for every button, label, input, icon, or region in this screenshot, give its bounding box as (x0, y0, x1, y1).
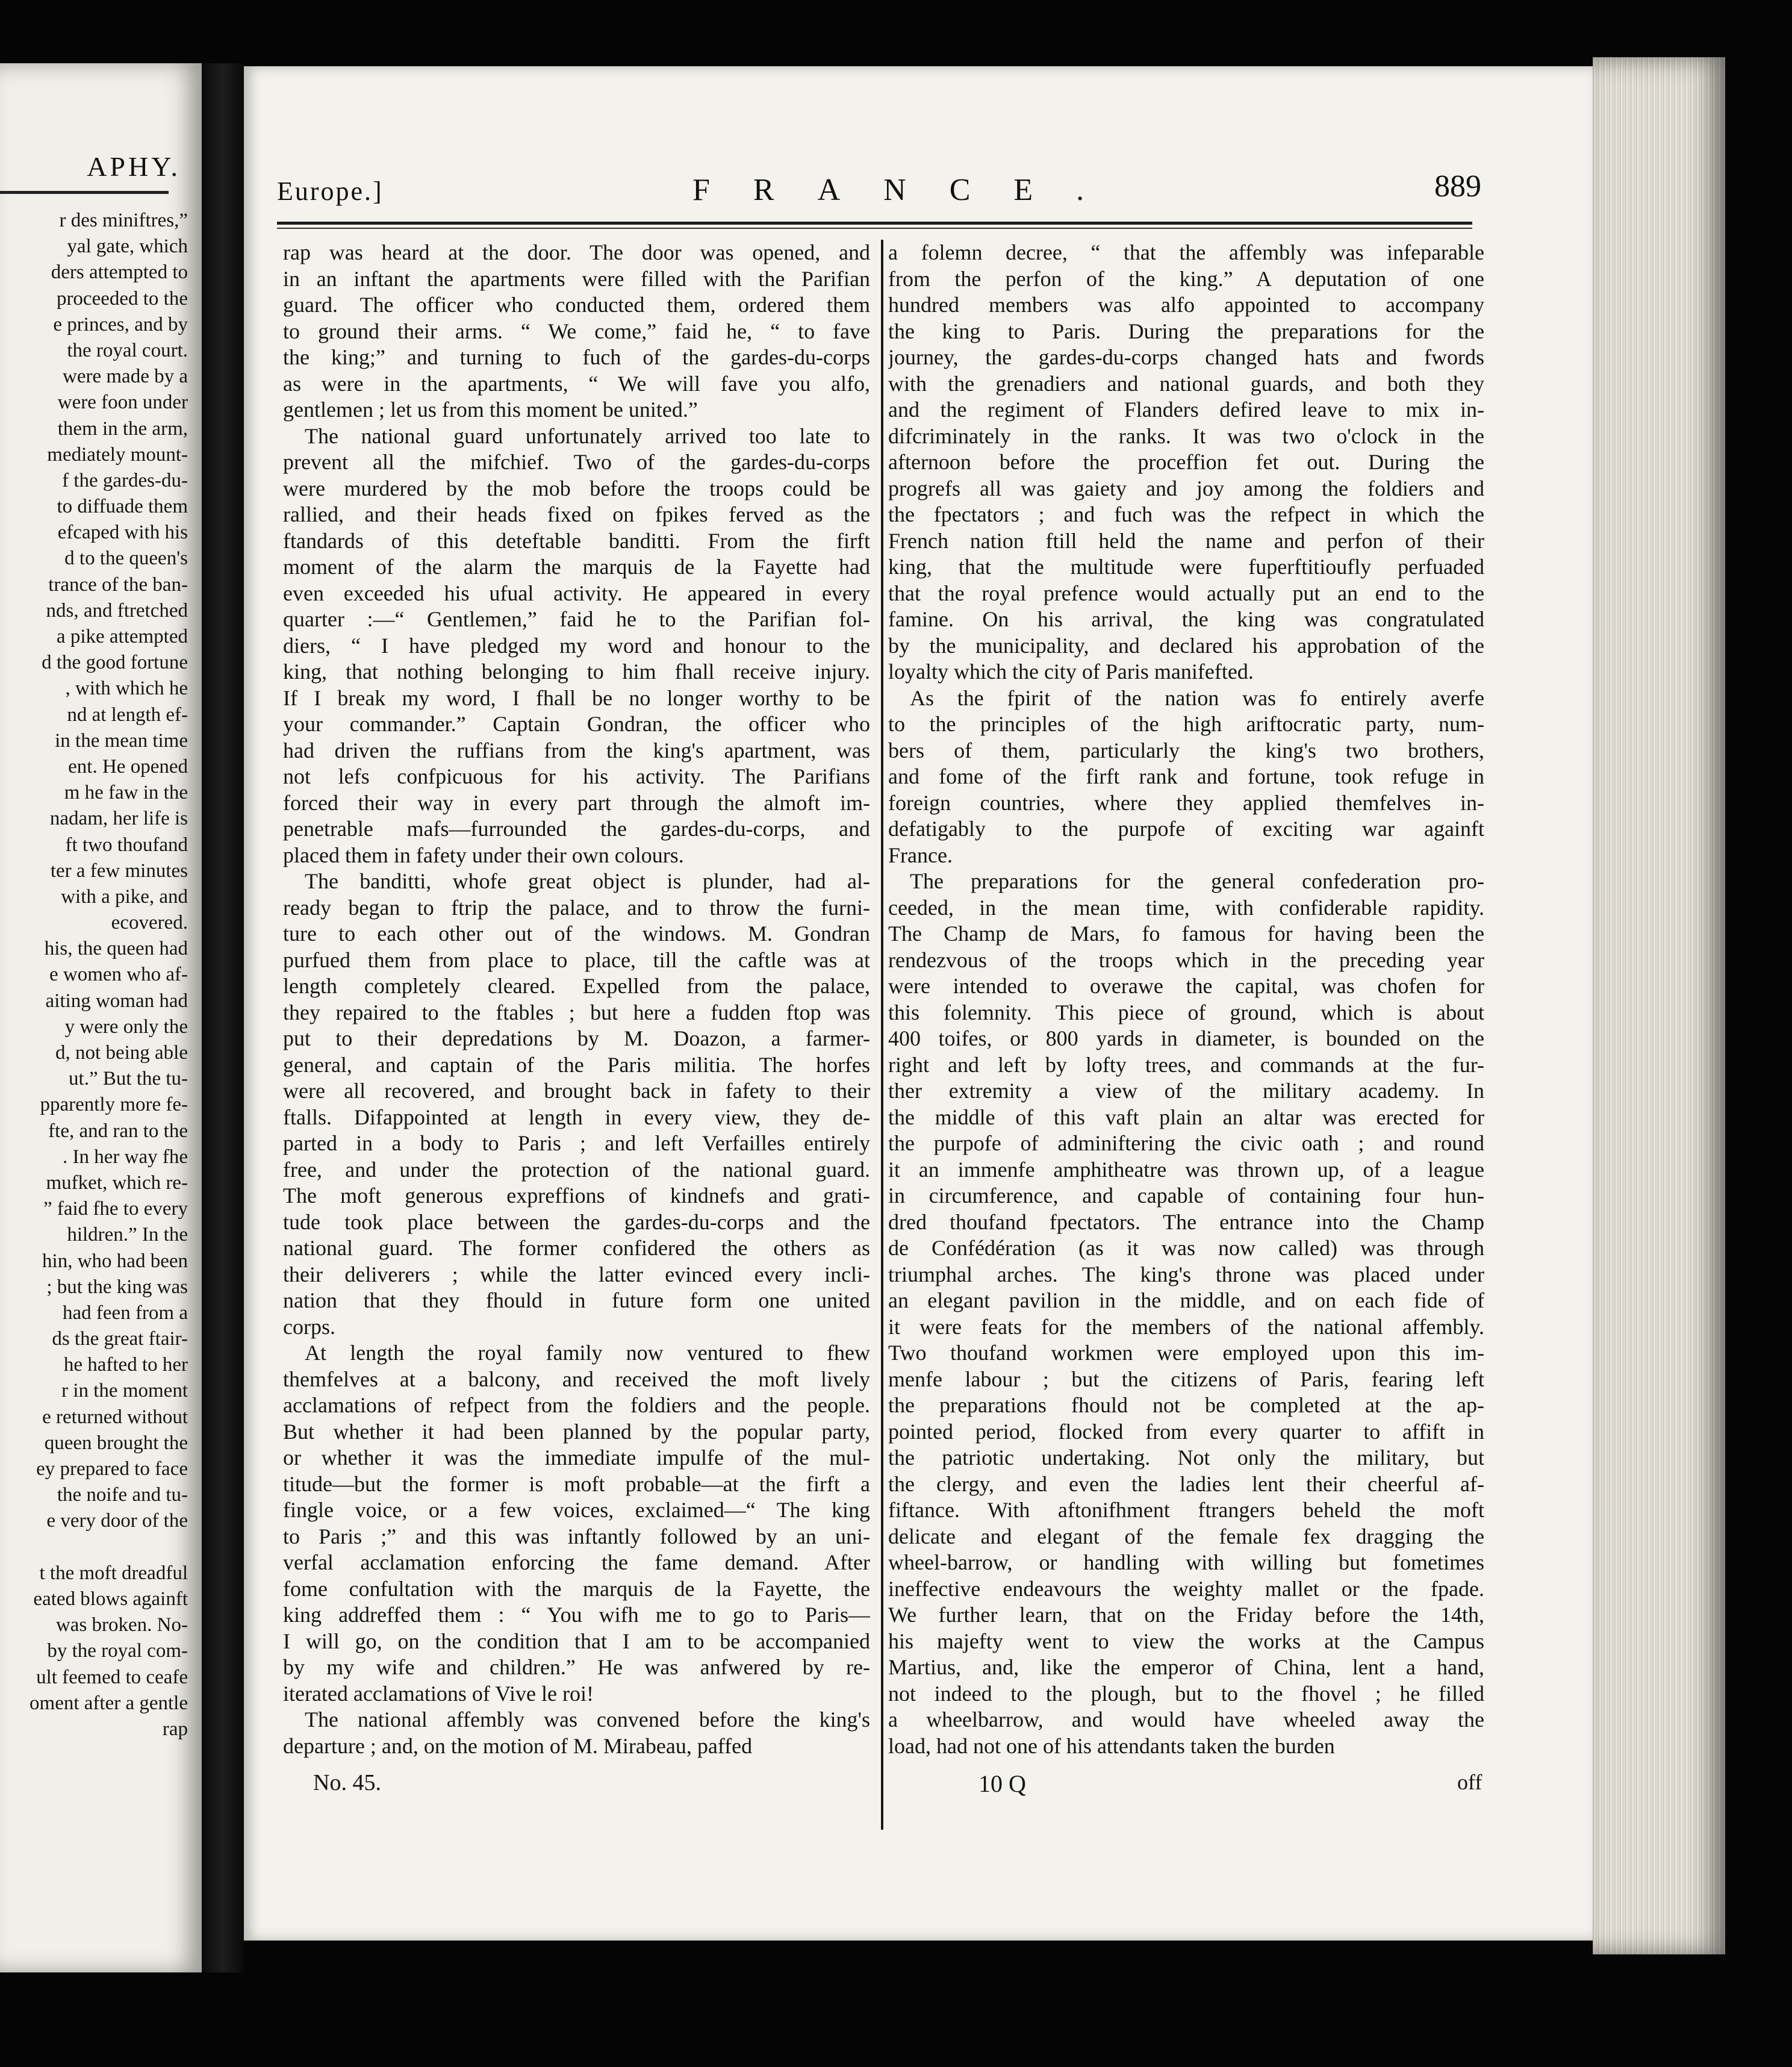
facing-page-line: had feen from a (63, 1302, 188, 1324)
facing-page-line: ecovered. (111, 912, 188, 934)
facing-page-line: e princes, and by (53, 313, 188, 335)
text-line: journey, the gardes-du-corps changed hats and fwords (888, 345, 1484, 369)
facing-page-line: yal gate, which (67, 235, 188, 258)
text-line: diers, “ I have pledged my word and honour to the (283, 633, 870, 658)
text-line: themfelves at a balcony, and received the moft lively (283, 1367, 870, 1391)
text-line: by my wife and children.” He was anfwered by re- (283, 1655, 870, 1679)
facing-page-line: the royal court. (67, 339, 188, 361)
text-line: in circumference, and capable of containing four hun- (888, 1183, 1484, 1208)
text-line: Martius, and, like the emperor of China, lent a hand, (888, 1655, 1484, 1679)
facing-page-line: nadam, her life is (49, 808, 188, 830)
text-line: the fpectators ; and fuch was the refpect in which the (888, 502, 1484, 526)
facing-page-line: r in the moment (61, 1380, 188, 1402)
header-rule (277, 222, 1472, 225)
facing-page-rule (0, 191, 169, 194)
text-line: fome confultation with the marquis de la Fayette, the (283, 1576, 870, 1601)
text-line: put to their depredations by M. Doazon, a farmer- (283, 1026, 870, 1050)
page-edges (1593, 57, 1725, 1954)
facing-page-line: his, the queen had (44, 938, 188, 960)
facing-page-line: to diffuade them (57, 496, 188, 518)
facing-page-line: e women who af- (49, 964, 188, 986)
text-line: or whether it was the immediate impulfe of the mul- (283, 1445, 870, 1470)
facing-page-line: oment after a gentle (30, 1692, 188, 1714)
text-line: foreign countries, where they applied themfelves in- (888, 790, 1484, 815)
text-line: it were feats for the members of the national affembly. (888, 1314, 1484, 1339)
facing-page-line: fte, and ran to the (48, 1120, 188, 1142)
text-line: At length the royal family now ventured to fhew (305, 1341, 870, 1365)
text-line: the clergy, and even the ladies lent their cheerful af- (888, 1471, 1484, 1496)
section-label: Europe.] (277, 176, 384, 206)
text-line: purfued them from place to place, till the caftle was at (283, 947, 870, 972)
facing-page-line: ey prepared to face (36, 1458, 188, 1480)
text-line: dred thoufand fpectators. The entrance into the Champ (888, 1209, 1484, 1234)
text-line: the purpofe of adminiftering the civic oath ; and round (888, 1131, 1484, 1155)
facing-page-text (0, 208, 199, 1742)
text-line: to ground their arms. “ We come,” faid he, “ to fave (283, 319, 870, 343)
text-line: general, and captain of the Paris militia. The horfes (283, 1052, 870, 1077)
facing-page-line: d to the queen's (64, 547, 188, 570)
text-line: nation that they fhould in future form one united (283, 1288, 870, 1312)
issue-number: No. 45. (313, 1770, 381, 1795)
text-line: The national affembly was convened before the king's (305, 1707, 870, 1732)
facing-page-line: e returned without (42, 1406, 188, 1428)
text-line: and fome of the firft rank and fortune, took refuge in (888, 764, 1484, 788)
facing-page-line: efcaped with his (57, 522, 188, 544)
text-line: they repaired to the ftables ; but here a fudden ftop was (283, 1000, 870, 1024)
text-line: parted in a body to Paris ; and left Verfailles entirely (283, 1131, 870, 1155)
text-line: king, that the multitude were fuperftitioufly perfuaded (888, 555, 1484, 579)
text-line: French nation ftill held the name and perfon of their (888, 528, 1484, 553)
text-line: bers of them, particularly the king's two brothers, (888, 738, 1484, 762)
text-line: from the perfon of the king.” A deputation of one (888, 266, 1484, 291)
text-line: ready began to ftrip the palace, and to throw the furni- (283, 895, 870, 920)
text-line: rap was heard at the door. The door was opened, and (283, 240, 870, 264)
text-column-right (888, 240, 1484, 1759)
text-line: We further learn, that on the Friday before the 14th, (888, 1603, 1484, 1627)
text-column-left (283, 240, 870, 1759)
text-line: France. (888, 843, 953, 867)
text-line: acclamations of refpect from the foldiers and the people. (283, 1393, 870, 1417)
text-line: it an immenfe amphitheatre was thrown up, of a league (888, 1157, 1484, 1182)
text-line: tude took place between the gardes-du-corps and the (283, 1209, 870, 1234)
text-line: famine. On his arrival, the king was congratulated (888, 607, 1484, 631)
text-line: moment of the alarm the marquis de la Fayette had (283, 555, 870, 579)
facing-page-line: f the gardes-du- (62, 469, 188, 491)
facing-page-line: hin, who had been (42, 1250, 188, 1272)
text-line: forced their way in every part through the almoft im- (283, 790, 870, 815)
text-line: rendezvous of the troops which in the preceding year (888, 947, 1484, 972)
facing-page-line: was broken. No- (55, 1614, 188, 1636)
text-line: ture to each other out of the windows. M. Gondran (283, 921, 870, 946)
facing-page-line: . In her way fhe (63, 1146, 188, 1168)
facing-page-line: ut.” But the tu- (69, 1068, 188, 1090)
signature-mark: 10 Q (978, 1770, 1026, 1797)
facing-page-line: a pike attempted (56, 626, 188, 647)
facing-page-header: APHY. (87, 151, 181, 182)
facing-page-line: mufket, which re- (46, 1171, 188, 1194)
facing-page-line: r des miniftres,” (59, 210, 188, 231)
facing-page-line: ; but the king was (46, 1276, 188, 1298)
text-line: a folemn decree, “ that the affembly was infeparable (888, 240, 1484, 264)
text-line: I will go, on the condition that I am to be accompanied (283, 1629, 870, 1653)
text-line: delicate and elegant of the female fex dragging the (888, 1524, 1484, 1548)
text-line: the king;” and turning to fuch of the gardes-du-corps (283, 345, 870, 369)
text-line: The preparations for the general confederation pro- (910, 869, 1484, 893)
facing-page-line: rap (162, 1718, 188, 1740)
text-line: penetrable mafs—furrounded the gardes-du-corps, and (283, 817, 870, 841)
text-line: triumphal arches. The king's throne was placed under (888, 1262, 1484, 1286)
text-line: even exceeded his ufual activity. He appeared in every (283, 581, 870, 605)
facing-page-line: in the mean time (55, 729, 188, 752)
page-number: 889 (1434, 169, 1481, 204)
facing-page-line: them in the arm, (57, 417, 188, 440)
header-rule-thin (277, 228, 1472, 229)
text-line: in an inftant the apartments were filled with the Parifian (283, 266, 870, 291)
column-divider (881, 240, 883, 1830)
text-line: guard. The officer who conducted them, ordered them (283, 293, 870, 317)
text-line: right and left by lofty trees, and commands at the fur- (888, 1052, 1484, 1077)
facing-page-line: trance of the ban- (48, 573, 188, 596)
text-line: an elegant pavilion in the middle, and on each fide of (888, 1288, 1484, 1312)
text-line: the king to Paris. During the preparations for the (888, 319, 1484, 343)
text-line: prevent all the mifchief. Two of the gardes-du-corps (283, 450, 870, 474)
facing-page-line: ds the great ftair- (52, 1328, 188, 1350)
text-line: placed them in fafety under their own colours. (283, 843, 684, 867)
facing-page-line: with a pike, and (61, 885, 188, 908)
text-line: ftalls. Difappointed at length in every view, they de- (283, 1105, 870, 1129)
text-line: king addreffed them : “ You wifh me to go to Paris— (283, 1603, 870, 1627)
text-line: But whether it had been planned by the popular party, (283, 1419, 870, 1444)
facing-page-line: were made by a (63, 366, 188, 388)
text-line: as were in the apartments, “ We will fave you alfo, (283, 371, 870, 396)
text-line: the preparations fhould not be completed at the ap- (888, 1393, 1484, 1417)
facing-page-line: ders attempted to (51, 261, 188, 284)
facing-page-line: hildren.” In the (67, 1224, 188, 1246)
text-line: difcriminately in the ranks. It was two o'clock in the (888, 423, 1484, 448)
text-line: that the royal prefence would actually put an end to the (888, 581, 1484, 605)
text-line: ftandards of this deteftable banditti. From the firft (283, 528, 870, 553)
text-line: corps. (283, 1314, 335, 1339)
facing-page-line: ter a few minutes (50, 859, 188, 882)
text-line: were murdered by the mob before the troops could be (283, 476, 870, 500)
text-line: titude—but the former is moft probable—at the firft a (283, 1471, 870, 1496)
text-line: fingle voice, or a few voices, exclaimed—“ The king (283, 1498, 870, 1522)
book-gutter (202, 63, 244, 1972)
facing-page-line: by the royal com- (47, 1640, 188, 1662)
text-line: to the principles of the high ariftocratic party, num- (888, 712, 1484, 736)
text-line: The moft generous expreffions of kindnefs and grati- (283, 1183, 870, 1208)
text-line: free, and under the protection of the national guard. (283, 1157, 870, 1182)
facing-page-line: pparently more fe- (40, 1094, 188, 1116)
text-line: by the municipality, and declared his approbation of the (888, 633, 1484, 658)
text-line: wheel-barrow, or handling with willing but fometimes (888, 1550, 1484, 1574)
text-line: defatigably to the purpofe of exciting war againft (888, 817, 1484, 841)
facing-page-line: ft two thoufand (65, 834, 188, 856)
text-line: king, that nothing belonging to him fhall receive injury. (283, 659, 870, 684)
text-line: were all recovered, and brought back in fafety to their (283, 1079, 870, 1103)
text-line: quarter :—“ Gentlemen,” faid he to the Parifian fol- (283, 607, 870, 631)
text-line: were intended to overawe the capital, was chofen for (888, 974, 1484, 998)
text-line: this folemnity. This piece of ground, which is about (888, 1000, 1484, 1024)
facing-page-line: , with which he (65, 678, 188, 700)
facing-page-line: queen brought the (44, 1432, 188, 1454)
text-line: to Paris ;” and this was inftantly followed by an uni- (283, 1524, 870, 1548)
facing-page (0, 63, 202, 1972)
facing-page-line: d the good fortune (42, 652, 188, 674)
facing-page-line: eated blows againft (33, 1588, 188, 1610)
page-title: FRANCE. (692, 173, 1128, 207)
facing-page-line: proceeded to the (56, 287, 188, 310)
text-line: not indeed to the plough, but to the fhovel ; he filled (888, 1681, 1484, 1706)
facing-page-line: aiting woman had (45, 990, 188, 1012)
catchword: off (1457, 1770, 1482, 1794)
text-line: de Confédération (as it was now called) was through (888, 1236, 1484, 1260)
facing-page-line: d, not being able (55, 1042, 188, 1064)
facing-page-line: mediately mount- (47, 443, 188, 466)
text-line: your commander.” Captain Gondran, the officer who (283, 712, 870, 736)
text-line: not lefs confpicuous for his activity. The Parifians (283, 764, 870, 788)
text-line: menfe labour ; but the citizens of Paris, fearing left (888, 1367, 1484, 1391)
text-line: with the grenadiers and national guards, and both they (888, 371, 1484, 396)
text-line: load, had not one of his attendants taken the burden (888, 1733, 1335, 1758)
text-line: 400 toifes, or 800 yards in diameter, is bounded on the (888, 1026, 1484, 1050)
text-line: the patriotic undertaking. Not only the military, but (888, 1445, 1484, 1470)
text-line: As the fpirit of the nation was fo entirely averfe (910, 685, 1484, 710)
text-line: ineffective endeavours the weighty mallet or the fpade. (888, 1576, 1484, 1601)
facing-page-line: m he faw in the (64, 782, 188, 804)
text-line: had driven the ruffians from the king's apartment, was (283, 738, 870, 762)
text-line: Two thoufand workmen were employed upon this im- (888, 1341, 1484, 1365)
text-line: afternoon before the proceffion fet out. During the (888, 450, 1484, 474)
text-line: and the regiment of Flanders defired leave to mix in- (888, 398, 1484, 422)
text-line: a wheelbarrow, and would have wheeled away the (888, 1707, 1484, 1732)
text-line: ceeded, in the mean time, with confiderable rapidity. (888, 895, 1484, 920)
text-line: pointed period, flocked from every quarter to affift in (888, 1419, 1484, 1444)
text-line: progrefs all was gaiety and joy among the foldiers and (888, 476, 1484, 500)
text-line: rallied, and their heads fixed on fpikes ferved as the (283, 502, 870, 526)
text-line: national guard. The former confidered the others as (283, 1236, 870, 1260)
facing-page-line: t the moft dreadful (39, 1562, 188, 1584)
text-line: If I break my word, I fhall be no longer worthy to be (283, 685, 870, 710)
text-line: iterated acclamations of Vive le roi! (283, 1681, 594, 1706)
facing-page-line: y were only the (64, 1015, 188, 1038)
text-line: The national guard unfortunately arrived too late to (305, 423, 870, 448)
text-line: hundred members was alfo appointed to accompany (888, 293, 1484, 317)
running-header (277, 169, 1481, 212)
facing-page-line: he hafted to her (63, 1354, 188, 1376)
text-line: length completely cleared. Expelled from the palace, (283, 974, 870, 998)
text-line: verfal acclamation enforcing the fame demand. After (283, 1550, 870, 1574)
text-line: fiftance. With aftonifhment ftrangers beheld the moft (888, 1498, 1484, 1522)
facing-page-line: ult feemed to ceafe (36, 1666, 188, 1688)
text-line: loyalty which the city of Paris manifefted. (888, 659, 1254, 684)
facing-page-line: ” faid fhe to every (43, 1198, 188, 1220)
text-line: their deliverers ; while the latter evinced every incli- (283, 1262, 870, 1286)
text-line: The Champ de Mars, fo famous for having been the (888, 921, 1484, 946)
text-line: his majefty went to view the works at the Campus (888, 1629, 1484, 1653)
facing-page-line: e very door of the (46, 1510, 188, 1532)
facing-page-line (0, 1535, 199, 1560)
facing-page-line: ent. He opened (68, 755, 188, 778)
facing-page-line: nds, and ftretched (46, 599, 188, 622)
facing-page-line: the noife and tu- (57, 1484, 188, 1506)
text-line: The banditti, whofe great object is plunder, had al- (305, 869, 870, 893)
text-line: gentlemen ; let us from this moment be united.” (283, 398, 698, 422)
facing-page-line: were foon under (57, 391, 188, 414)
text-line: ther extremity a view of the military academy. In (888, 1079, 1484, 1103)
text-line: departure ; and, on the motion of M. Mirabeau, paffed (283, 1733, 753, 1758)
facing-page-line: nd at length ef- (67, 703, 188, 726)
text-line: the middle of this vaft plain an altar was erected for (888, 1105, 1484, 1129)
